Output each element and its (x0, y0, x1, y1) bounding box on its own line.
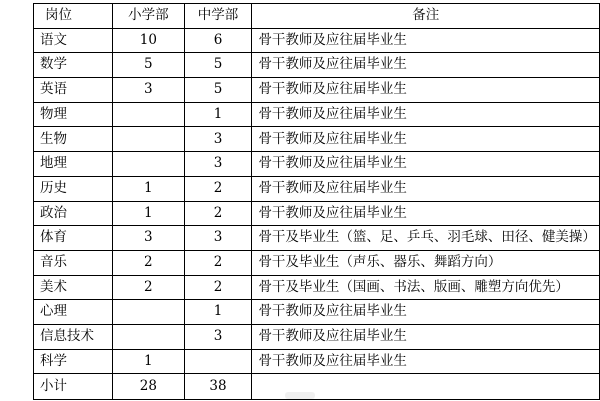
cell-note: 骨干教师及应往届毕业生 (252, 176, 600, 201)
header-note: 备注 (252, 4, 600, 29)
cell-middle: 1 (184, 102, 252, 127)
table-row (34, 324, 600, 349)
total-label: 小计 (34, 374, 113, 400)
table-row (34, 127, 600, 152)
cell-primary: 2 (113, 250, 184, 275)
cell-post: 语文 (34, 28, 113, 53)
cell-primary (113, 152, 184, 177)
cell-middle: 2 (184, 176, 252, 201)
cell-middle: 1 (184, 300, 252, 325)
cell-post: 音乐 (34, 250, 113, 275)
cell-note: 骨干及毕业生（篮、足、乒乓、羽毛球、田径、健美操） (252, 226, 600, 251)
cell-primary: 1 (113, 201, 184, 226)
table-row (34, 250, 600, 275)
table-row (34, 349, 600, 374)
table-header-row (34, 4, 600, 29)
cell-primary: 2 (113, 275, 184, 300)
cell-middle (184, 349, 252, 374)
cell-note: 骨干教师及应往届毕业生 (252, 78, 600, 103)
cell-primary (113, 300, 184, 325)
header-post: 岗位 (34, 4, 113, 29)
cell-post: 历史 (34, 176, 113, 201)
cell-primary: 10 (113, 28, 184, 53)
table-row (34, 78, 600, 103)
cell-middle: 3 (184, 152, 252, 177)
cell-primary (113, 102, 184, 127)
cell-primary: 3 (113, 226, 184, 251)
table-row (34, 152, 600, 177)
cell-primary: 1 (113, 349, 184, 374)
watermark-mark (285, 392, 315, 399)
cell-note: 骨干教师及应往届毕业生 (252, 102, 600, 127)
total-row (34, 374, 600, 400)
total-middle: 38 (184, 374, 252, 400)
table-row (34, 226, 600, 251)
cell-primary: 5 (113, 53, 184, 78)
cell-post: 体育 (34, 226, 113, 251)
cell-note: 骨干教师及应往届毕业生 (252, 324, 600, 349)
cell-post: 美术 (34, 275, 113, 300)
cell-primary: 3 (113, 78, 184, 103)
table-row (34, 53, 600, 78)
header-primary-school: 小学部 (113, 4, 184, 29)
cell-note: 骨干教师及应往届毕业生 (252, 349, 600, 374)
cell-primary (113, 127, 184, 152)
cell-middle: 2 (184, 201, 252, 226)
cell-primary (113, 324, 184, 349)
cell-middle: 5 (184, 78, 252, 103)
cell-middle: 6 (184, 28, 252, 53)
cell-post: 信息技术 (34, 324, 113, 349)
cell-note: 骨干教师及应往届毕业生 (252, 201, 600, 226)
table-row (34, 176, 600, 201)
table-row (34, 28, 600, 53)
cell-primary: 1 (113, 176, 184, 201)
cell-post: 科学 (34, 349, 113, 374)
recruitment-quota-table (33, 3, 600, 400)
cell-note: 骨干及毕业生（国画、书法、版画、雕塑方向优先） (252, 275, 600, 300)
cell-post: 地理 (34, 152, 113, 177)
cell-note: 骨干教师及应往届毕业生 (252, 53, 600, 78)
cell-note: 骨干教师及应往届毕业生 (252, 152, 600, 177)
cell-middle: 3 (184, 127, 252, 152)
table-row (34, 102, 600, 127)
cell-middle: 5 (184, 53, 252, 78)
cell-middle: 3 (184, 324, 252, 349)
table-row (34, 201, 600, 226)
cell-middle: 2 (184, 275, 252, 300)
cell-post: 生物 (34, 127, 113, 152)
cell-note: 骨干教师及应往届毕业生 (252, 127, 600, 152)
cell-post: 心理 (34, 300, 113, 325)
cell-post: 英语 (34, 78, 113, 103)
cell-post: 数学 (34, 53, 113, 78)
cell-middle: 2 (184, 250, 252, 275)
table-row (34, 300, 600, 325)
header-middle-school: 中学部 (184, 4, 252, 29)
cell-note: 骨干及毕业生（声乐、器乐、舞蹈方向） (252, 250, 600, 275)
cell-middle: 3 (184, 226, 252, 251)
cell-post: 物理 (34, 102, 113, 127)
total-primary: 28 (113, 374, 184, 400)
table-body (34, 28, 600, 374)
table-row (34, 275, 600, 300)
cell-note: 骨干教师及应往届毕业生 (252, 28, 600, 53)
cell-note: 骨干教师及应往届毕业生 (252, 300, 600, 325)
cell-post: 政治 (34, 201, 113, 226)
